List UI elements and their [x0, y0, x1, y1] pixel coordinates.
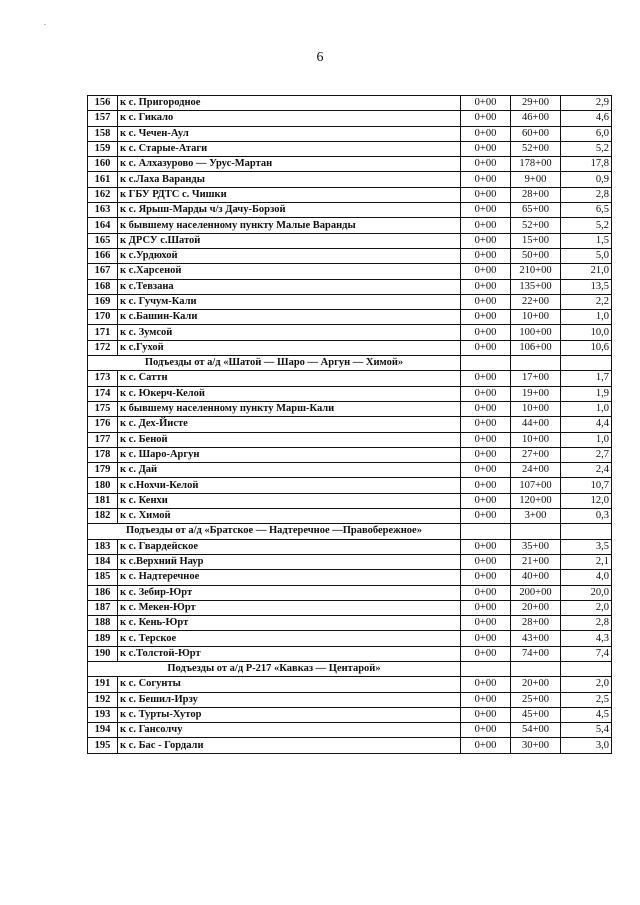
length-cell: 5,2 [561, 218, 612, 233]
table-row [88, 616, 612, 631]
end-km-cell: 25+00 [511, 692, 561, 707]
end-km-cell: 65+00 [511, 203, 561, 218]
length-cell: 1,0 [561, 432, 612, 447]
start-km-cell: 0+00 [461, 203, 511, 218]
start-km-cell: 0+00 [461, 218, 511, 233]
start-km-cell: 0+00 [461, 447, 511, 462]
row-number-cell: 189 [88, 631, 118, 646]
start-km-cell: 0+00 [461, 264, 511, 279]
table-row [88, 386, 612, 401]
empty-cell [561, 661, 612, 676]
end-km-cell: 21+00 [511, 554, 561, 569]
end-km-cell: 107+00 [511, 478, 561, 493]
table-row [88, 493, 612, 508]
start-km-cell: 0+00 [461, 157, 511, 172]
end-km-cell: 45+00 [511, 707, 561, 722]
road-name-cell: к с. Кень-Юрт [118, 616, 461, 631]
end-km-cell: 10+00 [511, 310, 561, 325]
table-row [88, 218, 612, 233]
length-cell: 1,0 [561, 401, 612, 416]
length-cell: 3,0 [561, 738, 612, 753]
start-km-cell: 0+00 [461, 738, 511, 753]
section-heading-row [88, 524, 612, 539]
road-name-cell: к с. Саттн [118, 371, 461, 386]
table-row [88, 570, 612, 585]
row-number-cell: 162 [88, 187, 118, 202]
road-name-cell: к с. Бешил-Ирзу [118, 692, 461, 707]
row-number-cell: 194 [88, 723, 118, 738]
row-number-cell: 167 [88, 264, 118, 279]
length-cell: 1,9 [561, 386, 612, 401]
row-number-cell: 187 [88, 600, 118, 615]
table-row [88, 509, 612, 524]
length-cell: 1,5 [561, 233, 612, 248]
end-km-cell: 135+00 [511, 279, 561, 294]
length-cell: 1,7 [561, 371, 612, 386]
section-heading: Подъезды от а/д «Братское — Надтеречное —Правобережное» [88, 524, 461, 539]
start-km-cell: 0+00 [461, 279, 511, 294]
road-name-cell: к с. Надтеречное [118, 570, 461, 585]
road-name-cell: к с. Юкерч-Келой [118, 386, 461, 401]
table-row [88, 294, 612, 309]
row-number-cell: 164 [88, 218, 118, 233]
road-name-cell: к с. Химой [118, 509, 461, 524]
start-km-cell: 0+00 [461, 141, 511, 156]
row-number-cell: 183 [88, 539, 118, 554]
row-number-cell: 188 [88, 616, 118, 631]
end-km-cell: 17+00 [511, 371, 561, 386]
page-number: 6 [316, 50, 324, 65]
road-name-cell: к с. Ярыш-Марды ч/з Дачу-Борзой [118, 203, 461, 218]
end-km-cell: 29+00 [511, 96, 561, 111]
table-row [88, 478, 612, 493]
end-km-cell: 22+00 [511, 294, 561, 309]
empty-cell [561, 524, 612, 539]
start-km-cell: 0+00 [461, 570, 511, 585]
row-number-cell: 171 [88, 325, 118, 340]
row-number-cell: 159 [88, 141, 118, 156]
road-name-cell: к с.Верхний Наур [118, 554, 461, 569]
end-km-cell: 200+00 [511, 585, 561, 600]
row-number-cell: 156 [88, 96, 118, 111]
table-row [88, 539, 612, 554]
road-name-cell: к с. Старые-Атаги [118, 141, 461, 156]
start-km-cell: 0+00 [461, 96, 511, 111]
length-cell: 5,0 [561, 248, 612, 263]
length-cell: 10,6 [561, 340, 612, 355]
row-number-cell: 177 [88, 432, 118, 447]
roads-table-body [88, 96, 612, 754]
end-km-cell: 19+00 [511, 386, 561, 401]
table-row [88, 447, 612, 462]
road-name-cell: к с. Пригородное [118, 96, 461, 111]
end-km-cell: 9+00 [511, 172, 561, 187]
length-cell: 4,6 [561, 111, 612, 126]
road-name-cell: к с. Турты-Хутор [118, 707, 461, 722]
start-km-cell: 0+00 [461, 509, 511, 524]
start-km-cell: 0+00 [461, 554, 511, 569]
road-name-cell: к с. Гучум-Кали [118, 294, 461, 309]
start-km-cell: 0+00 [461, 478, 511, 493]
start-km-cell: 0+00 [461, 707, 511, 722]
row-number-cell: 190 [88, 646, 118, 661]
length-cell: 2,8 [561, 616, 612, 631]
section-heading: Подъезды от а/д Р-217 «Кавказ — Центарой» [88, 661, 461, 676]
end-km-cell: 54+00 [511, 723, 561, 738]
empty-cell [511, 524, 561, 539]
road-name-cell: к с. Гвардейское [118, 539, 461, 554]
table-row [88, 203, 612, 218]
road-name-cell: к ГБУ РДТС с. Чишки [118, 187, 461, 202]
start-km-cell: 0+00 [461, 723, 511, 738]
table-row [88, 141, 612, 156]
length-cell: 0,3 [561, 509, 612, 524]
row-number-cell: 174 [88, 386, 118, 401]
start-km-cell: 0+00 [461, 111, 511, 126]
row-number-cell: 160 [88, 157, 118, 172]
length-cell: 2,2 [561, 294, 612, 309]
corner-mark: . [44, 18, 46, 27]
table-row [88, 600, 612, 615]
end-km-cell: 50+00 [511, 248, 561, 263]
road-name-cell: к бывшему населенному пункту Марш-Кали [118, 401, 461, 416]
start-km-cell: 0+00 [461, 417, 511, 432]
road-name-cell: к с. Бас - Гордали [118, 738, 461, 753]
road-name-cell: к с. Беной [118, 432, 461, 447]
row-number-cell: 173 [88, 371, 118, 386]
length-cell: 6,0 [561, 126, 612, 141]
length-cell: 2,5 [561, 692, 612, 707]
start-km-cell: 0+00 [461, 432, 511, 447]
empty-cell [461, 524, 511, 539]
row-number-cell: 186 [88, 585, 118, 600]
row-number-cell: 165 [88, 233, 118, 248]
length-cell: 7,4 [561, 646, 612, 661]
table-row [88, 340, 612, 355]
length-cell: 5,4 [561, 723, 612, 738]
row-number-cell: 157 [88, 111, 118, 126]
end-km-cell: 28+00 [511, 187, 561, 202]
table-row [88, 96, 612, 111]
table-row [88, 646, 612, 661]
row-number-cell: 180 [88, 478, 118, 493]
start-km-cell: 0+00 [461, 493, 511, 508]
end-km-cell: 35+00 [511, 539, 561, 554]
end-km-cell: 28+00 [511, 616, 561, 631]
row-number-cell: 191 [88, 677, 118, 692]
table-row [88, 401, 612, 416]
length-cell: 10,7 [561, 478, 612, 493]
road-name-cell: к с.Урдюхой [118, 248, 461, 263]
road-name-cell: к с. Зебир-Юрт [118, 585, 461, 600]
length-cell: 0,9 [561, 172, 612, 187]
start-km-cell: 0+00 [461, 187, 511, 202]
length-cell: 2,8 [561, 187, 612, 202]
start-km-cell: 0+00 [461, 233, 511, 248]
end-km-cell: 10+00 [511, 401, 561, 416]
road-name-cell: к с.Гухой [118, 340, 461, 355]
length-cell: 4,4 [561, 417, 612, 432]
road-name-cell: к с. Алхазурово — Урус-Мартан [118, 157, 461, 172]
start-km-cell: 0+00 [461, 325, 511, 340]
road-name-cell: к с.Нохчи-Келой [118, 478, 461, 493]
end-km-cell: 178+00 [511, 157, 561, 172]
row-number-cell: 179 [88, 463, 118, 478]
road-name-cell: к с.Толстой-Юрт [118, 646, 461, 661]
table-row [88, 738, 612, 753]
table-row [88, 585, 612, 600]
table-row [88, 463, 612, 478]
road-name-cell: к с. Гикало [118, 111, 461, 126]
start-km-cell: 0+00 [461, 677, 511, 692]
length-cell: 3,5 [561, 539, 612, 554]
road-name-cell: к с. Дех-Йисте [118, 417, 461, 432]
end-km-cell: 46+00 [511, 111, 561, 126]
start-km-cell: 0+00 [461, 340, 511, 355]
length-cell: 12,0 [561, 493, 612, 508]
end-km-cell: 52+00 [511, 141, 561, 156]
table-row [88, 126, 612, 141]
length-cell: 2,1 [561, 554, 612, 569]
row-number-cell: 181 [88, 493, 118, 508]
section-heading-row [88, 661, 612, 676]
table-row [88, 172, 612, 187]
road-name-cell: к с.Башин-Кали [118, 310, 461, 325]
start-km-cell: 0+00 [461, 310, 511, 325]
end-km-cell: 15+00 [511, 233, 561, 248]
end-km-cell: 120+00 [511, 493, 561, 508]
row-number-cell: 166 [88, 248, 118, 263]
empty-cell [511, 661, 561, 676]
end-km-cell: 3+00 [511, 509, 561, 524]
row-number-cell: 172 [88, 340, 118, 355]
end-km-cell: 60+00 [511, 126, 561, 141]
end-km-cell: 43+00 [511, 631, 561, 646]
road-name-cell: к с. Терское [118, 631, 461, 646]
row-number-cell: 176 [88, 417, 118, 432]
start-km-cell: 0+00 [461, 631, 511, 646]
start-km-cell: 0+00 [461, 539, 511, 554]
table-row [88, 279, 612, 294]
row-number-cell: 195 [88, 738, 118, 753]
length-cell: 10,0 [561, 325, 612, 340]
table-row [88, 111, 612, 126]
length-cell: 5,2 [561, 141, 612, 156]
length-cell: 17,8 [561, 157, 612, 172]
table-row [88, 248, 612, 263]
length-cell: 2,9 [561, 96, 612, 111]
start-km-cell: 0+00 [461, 172, 511, 187]
row-number-cell: 193 [88, 707, 118, 722]
row-number-cell: 185 [88, 570, 118, 585]
length-cell: 4,3 [561, 631, 612, 646]
row-number-cell: 168 [88, 279, 118, 294]
start-km-cell: 0+00 [461, 600, 511, 615]
road-name-cell: к ДРСУ с.Шатой [118, 233, 461, 248]
road-name-cell: к с.Тевзана [118, 279, 461, 294]
table-row [88, 723, 612, 738]
table-row [88, 631, 612, 646]
end-km-cell: 27+00 [511, 447, 561, 462]
end-km-cell: 24+00 [511, 463, 561, 478]
section-heading-row [88, 356, 612, 371]
roads-table [87, 95, 612, 754]
start-km-cell: 0+00 [461, 692, 511, 707]
start-km-cell: 0+00 [461, 401, 511, 416]
table-row [88, 371, 612, 386]
row-number-cell: 192 [88, 692, 118, 707]
table-row [88, 432, 612, 447]
length-cell: 13,5 [561, 279, 612, 294]
length-cell: 2,0 [561, 677, 612, 692]
road-name-cell: к бывшему населенному пункту Малые Варанды [118, 218, 461, 233]
road-name-cell: к с. Зумсой [118, 325, 461, 340]
end-km-cell: 210+00 [511, 264, 561, 279]
empty-cell [511, 356, 561, 371]
section-heading: Подъезды от а/д «Шатой — Шаро — Аргун — Химой» [88, 356, 461, 371]
table-row [88, 554, 612, 569]
length-cell: 4,5 [561, 707, 612, 722]
road-name-cell: к с. Кенхи [118, 493, 461, 508]
length-cell: 20,0 [561, 585, 612, 600]
road-name-cell: к с. Дай [118, 463, 461, 478]
length-cell: 2,0 [561, 600, 612, 615]
start-km-cell: 0+00 [461, 463, 511, 478]
start-km-cell: 0+00 [461, 294, 511, 309]
row-number-cell: 161 [88, 172, 118, 187]
empty-cell [461, 661, 511, 676]
end-km-cell: 100+00 [511, 325, 561, 340]
end-km-cell: 74+00 [511, 646, 561, 661]
row-number-cell: 169 [88, 294, 118, 309]
end-km-cell: 30+00 [511, 738, 561, 753]
row-number-cell: 170 [88, 310, 118, 325]
road-name-cell: к с. Чечен-Аул [118, 126, 461, 141]
end-km-cell: 44+00 [511, 417, 561, 432]
road-name-cell: к с. Мекен-Юрт [118, 600, 461, 615]
empty-cell [461, 356, 511, 371]
table-row [88, 233, 612, 248]
start-km-cell: 0+00 [461, 386, 511, 401]
start-km-cell: 0+00 [461, 646, 511, 661]
row-number-cell: 184 [88, 554, 118, 569]
road-name-cell: к с. Гансолчу [118, 723, 461, 738]
row-number-cell: 163 [88, 203, 118, 218]
row-number-cell: 158 [88, 126, 118, 141]
table-row [88, 677, 612, 692]
table-row [88, 157, 612, 172]
road-name-cell: к с.Харсеной [118, 264, 461, 279]
length-cell: 6,5 [561, 203, 612, 218]
end-km-cell: 20+00 [511, 677, 561, 692]
length-cell: 4,0 [561, 570, 612, 585]
end-km-cell: 10+00 [511, 432, 561, 447]
length-cell: 2,4 [561, 463, 612, 478]
row-number-cell: 182 [88, 509, 118, 524]
row-number-cell: 175 [88, 401, 118, 416]
start-km-cell: 0+00 [461, 371, 511, 386]
start-km-cell: 0+00 [461, 126, 511, 141]
length-cell: 21,0 [561, 264, 612, 279]
table-row [88, 310, 612, 325]
start-km-cell: 0+00 [461, 585, 511, 600]
start-km-cell: 0+00 [461, 248, 511, 263]
table-row [88, 417, 612, 432]
end-km-cell: 52+00 [511, 218, 561, 233]
table-row [88, 325, 612, 340]
empty-cell [561, 356, 612, 371]
table-row [88, 187, 612, 202]
end-km-cell: 106+00 [511, 340, 561, 355]
end-km-cell: 20+00 [511, 600, 561, 615]
length-cell: 1,0 [561, 310, 612, 325]
row-number-cell: 178 [88, 447, 118, 462]
road-name-cell: к с. Согунты [118, 677, 461, 692]
road-name-cell: к с.Лаха Варанды [118, 172, 461, 187]
length-cell: 2,7 [561, 447, 612, 462]
table-row [88, 264, 612, 279]
table-row [88, 707, 612, 722]
end-km-cell: 40+00 [511, 570, 561, 585]
road-name-cell: к с. Шаро-Аргун [118, 447, 461, 462]
table-row [88, 692, 612, 707]
start-km-cell: 0+00 [461, 616, 511, 631]
